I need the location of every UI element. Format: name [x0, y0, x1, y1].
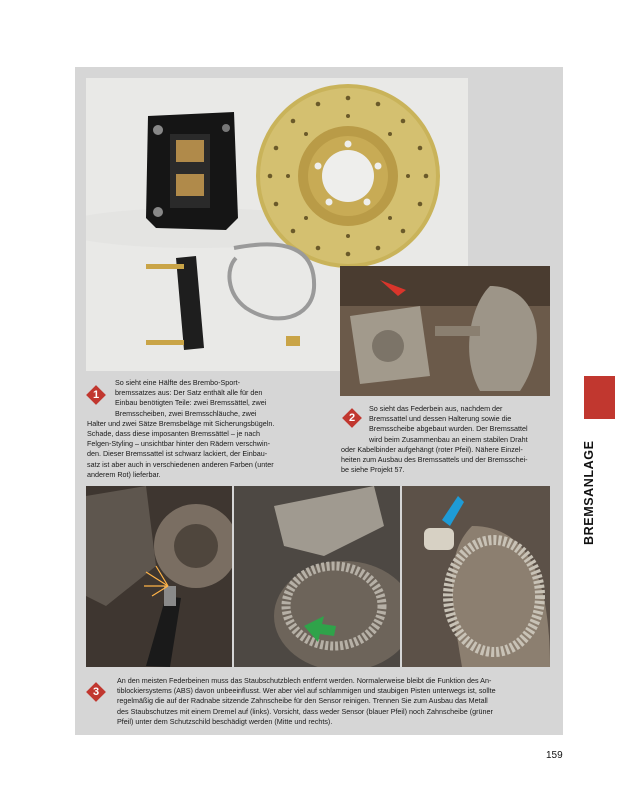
photo-dremel-cutting: [86, 486, 232, 667]
photo-sensor-ring-middle: [234, 486, 400, 667]
photo-strut-without-brake: [340, 266, 550, 396]
brake-disc: [256, 84, 440, 268]
caption-2-badge: 2: [341, 407, 363, 429]
caption-3-badge: 3: [85, 681, 107, 703]
section-color-tab: [584, 376, 615, 419]
caption-1: So sieht eine Hälfte des Brembo-Sport- bremssatzes aus: Der Satz enthält alle für den Einbau benötigten Teile: zwei Bremssättel, zwei Bremsscheiben, zwei Bremsschläuche, zwei Halter und zwei Sätze Bremsbeläge mit Sicherungsbügeln. Schade, dass diese imposanten Bremssättel – je nach Felgen-Styling – unsichtbar hinter den Rädern verschwin- den. Dieser Bremssattel ist schwarz lackiert, der Einbau- satz ist aber auch in verschiedenen anderen Farben (unter anderem Rot) lieferbar.: [87, 378, 275, 479]
caption-1-badge: 1: [85, 384, 107, 406]
caption-2: So sieht das Federbein aus, nachdem der Bremssattel und dessen Halterung sowie die Bremsscheibe abgebaut wurden. Der Bremssattel wird beim Zusammenbau an einem stabilen Draht oder Kabelbinder aufgehängt (roter Pfeil). Nähere Einzel- heiten zum Ausbau des Bremssattels und der Bremsschei- be siehe Projekt 57.: [341, 404, 528, 475]
section-label: BREMSANLAGE: [582, 440, 596, 545]
page-number: 159: [546, 750, 563, 761]
photo-abs-sensor-right: [402, 486, 550, 667]
brake-caliper: [146, 112, 238, 230]
caption-3: An den meisten Federbeinen muss das Staubschutzblech entfernt werden. Normalerweise bleibt die Funktion des An- tiblockiersystems (ABS) davon unbeeinflusst. Wer aber viel auf schlammigen und staubigen Pisten unterwegs ist, sollte regelmäßig die auf der Radnabe sitzende Zahnscheibe für den Sensor reinigen. Trennen Sie zum Ausbau das Metall des Staubschutzes mit einem Dremel auf (links). Vorsicht, dass weder Sensor (blauer Pfeil) noch Zahnscheibe (grüner Pfeil) unter dem Schutzschild beschädigt werden (Mitte und rechts).: [117, 676, 496, 726]
